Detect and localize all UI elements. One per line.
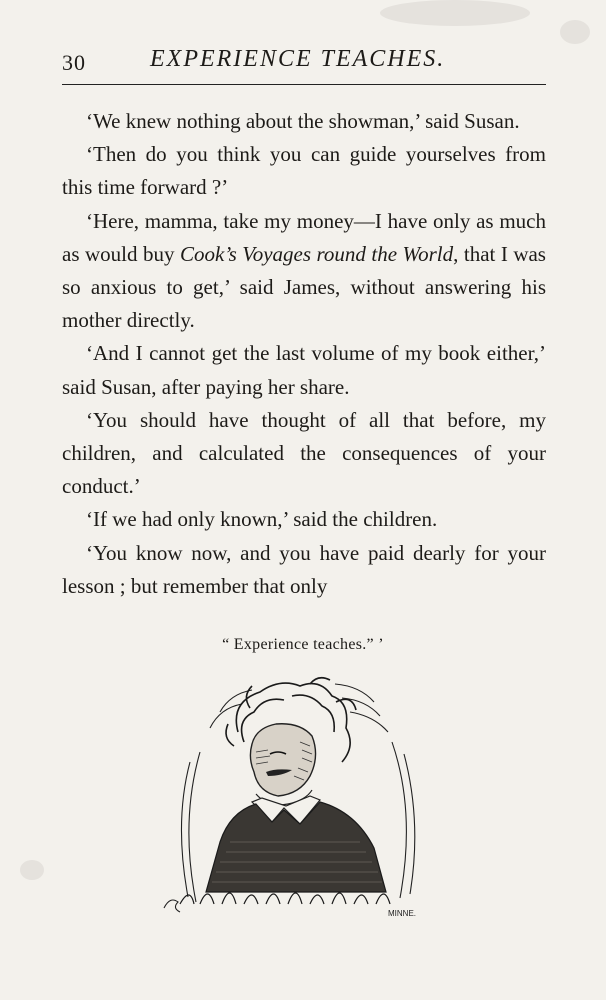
header-rule [62, 84, 546, 85]
book-title: Cook’s Voyages round the World [179, 241, 454, 266]
paragraph: ‘You should have thought of all that before, my children, and calculated the consequences of your conduct.’ [62, 407, 546, 499]
engraver-signature: MINNE. [388, 909, 416, 918]
paragraph: ‘You know now, and you have paid dearly for your lesson ; but remember that only [62, 540, 546, 598]
paragraph: ‘Then do you think you can guide yourselves from this time forward ?’ [62, 142, 546, 200]
paragraph-text: ‘Here, mamma, take my money—I have only as much as would buy [62, 208, 546, 266]
paper-stain [380, 0, 530, 26]
paper-stain [560, 20, 590, 44]
paragraph [62, 205, 546, 338]
body-text [62, 105, 546, 603]
running-title: EXPERIENCE TEACHES. [150, 46, 446, 72]
paragraph: ‘And I cannot get the last volume of my book either,’ said Susan, after paying her share. [62, 341, 546, 399]
page-header [62, 44, 546, 78]
quote-line: “ Experience teaches.” ’ [222, 636, 384, 653]
page-number: 30 [62, 50, 86, 75]
boy-portrait-engraving [160, 672, 432, 920]
paragraph-text: , that I was so anxious to get,’ said James, without answering his mother directly. [62, 241, 546, 333]
paragraph: ‘If we had only known,’ said the children. [86, 507, 438, 532]
paragraph: ‘We knew nothing about the showman,’ said Susan. [86, 109, 520, 133]
paper-stain [20, 860, 44, 880]
